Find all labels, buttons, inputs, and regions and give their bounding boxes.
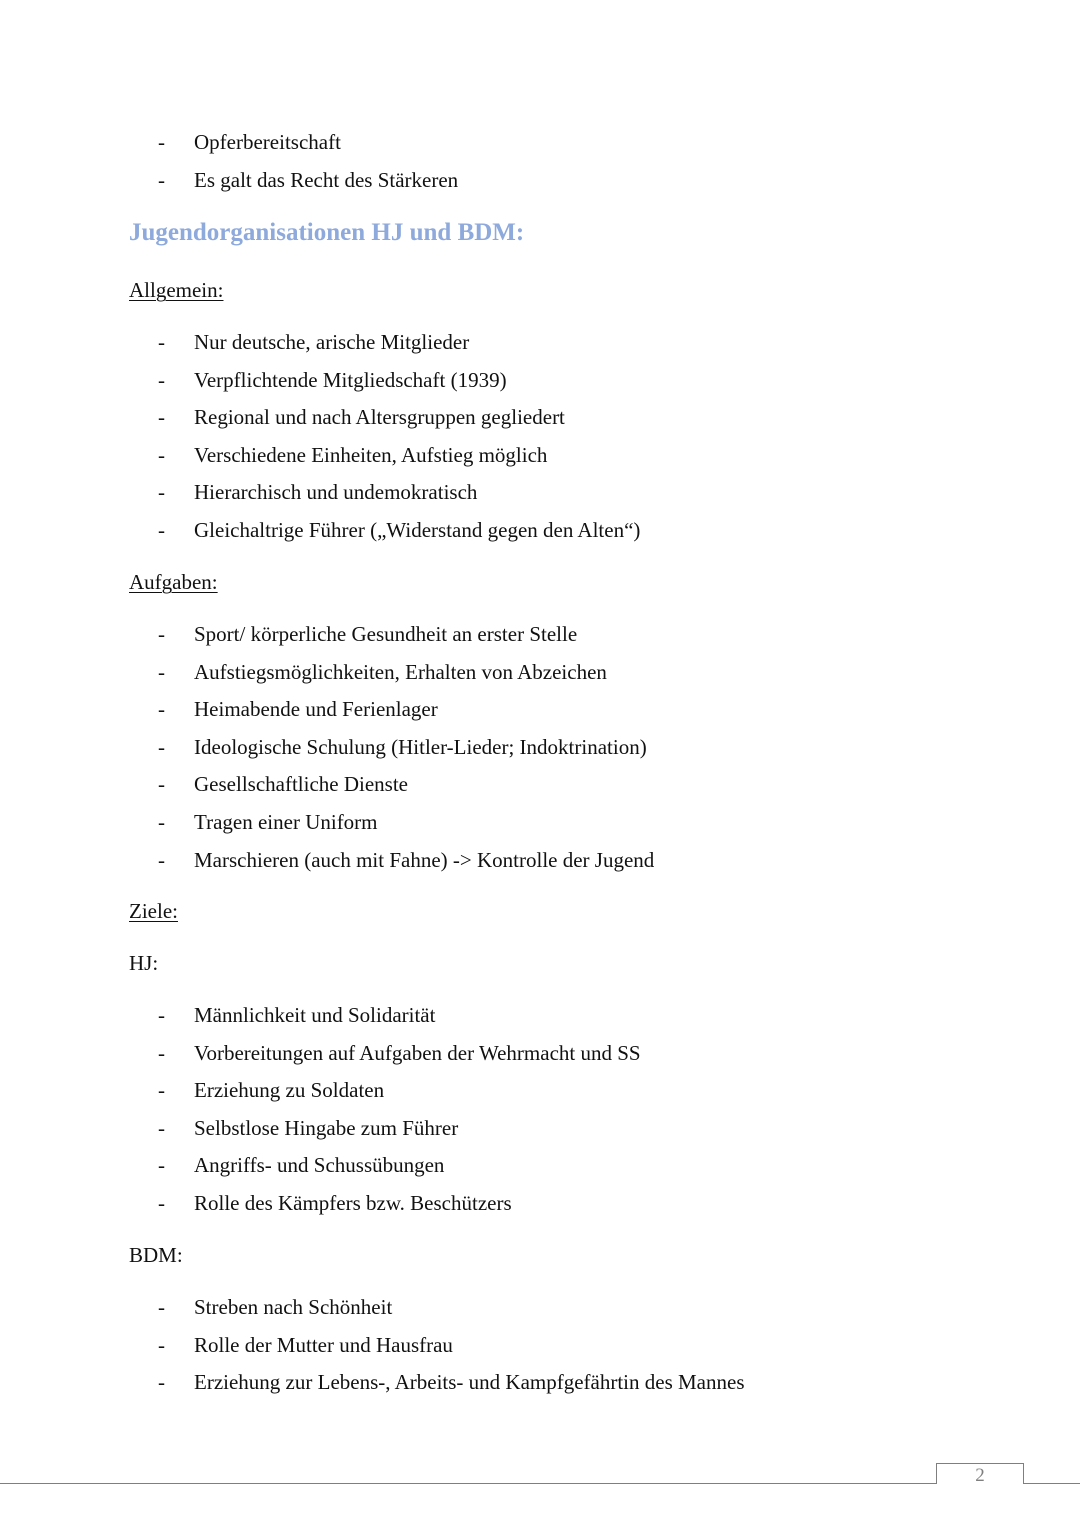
list-dash: - — [158, 772, 165, 797]
footer-divider — [0, 1483, 1080, 1484]
list-dash: - — [158, 167, 165, 192]
list-dash: - — [158, 659, 165, 684]
list-item-text: Verpflichtende Mitgliedschaft (1939) — [194, 367, 507, 392]
list-dash: - — [158, 847, 165, 872]
list-item-text: Streben nach Schönheit — [194, 1295, 393, 1319]
list-item-text: Aufstiegsmöglichkeiten, Erhalten von Abzeichen — [194, 659, 607, 684]
list-item-text: Tragen einer Uniform — [194, 809, 378, 834]
list-dash: - — [158, 480, 165, 505]
list-dash: - — [158, 442, 165, 467]
list-item-text: Opferbereitschaft — [194, 130, 341, 154]
list-dash: - — [158, 734, 165, 759]
list-item-text: Gesellschaftliche Dienste — [194, 772, 408, 797]
allgemein-title: Allgemein: — [129, 278, 224, 302]
list-dash: - — [158, 517, 165, 542]
list-dash: - — [158, 405, 165, 430]
list-item-text: Erziehung zur Lebens-, Arbeits- und Kampfgefährtin des Mannes — [194, 1370, 745, 1395]
list-dash: - — [158, 622, 165, 646]
list-dash: - — [158, 1190, 165, 1215]
aufgaben-title: Aufgaben: — [129, 570, 218, 594]
list-dash: - — [158, 697, 165, 722]
ziele-title: Ziele: — [129, 899, 178, 923]
list-item-text: Regional und nach Altersgruppen gegliedert — [194, 405, 565, 430]
list-item-text: Ideologische Schulung (Hitler-Lieder; Indoktrination) — [194, 734, 647, 759]
list-dash: - — [158, 1078, 165, 1103]
list-item-text: Angriffs- und Schussübungen — [194, 1153, 445, 1178]
list-dash: - — [158, 1332, 165, 1357]
list-dash: - — [158, 1370, 165, 1395]
list-dash: - — [158, 809, 165, 834]
page-number-box — [936, 1463, 1024, 1484]
list-item-text: Hierarchisch und undemokratisch — [194, 480, 478, 505]
list-dash: - — [158, 330, 165, 354]
list-dash: - — [158, 1295, 165, 1319]
list-dash: - — [158, 367, 165, 392]
list-dash: - — [158, 1003, 165, 1027]
list-dash: - — [158, 1040, 165, 1065]
bdm-label: BDM: — [129, 1243, 183, 1267]
section-heading: Jugendorganisationen HJ und BDM: — [129, 219, 525, 246]
list-item-text: Rolle des Kämpfers bzw. Beschützers — [194, 1190, 512, 1215]
hj-label: HJ: — [129, 951, 159, 975]
page-number: 2 — [975, 1465, 985, 1486]
list-item-text: Männlichkeit und Solidarität — [194, 1003, 436, 1027]
list-item-text: Vorbereitungen auf Aufgaben der Wehrmacht und SS — [194, 1040, 641, 1065]
list-dash: - — [158, 1153, 165, 1178]
list-item-text: Nur deutsche, arische Mitglieder — [194, 330, 470, 354]
list-item-text: Rolle der Mutter und Hausfrau — [194, 1332, 453, 1357]
list-item-text: Erziehung zu Soldaten — [194, 1078, 385, 1103]
list-dash: - — [158, 130, 165, 154]
list-item-text: Sport/ körperliche Gesundheit an erster Stelle — [194, 622, 578, 646]
list-item-text: Heimabende und Ferienlager — [194, 697, 438, 722]
list-item-text: Marschieren (auch mit Fahne) -> Kontrolle der Jugend — [194, 847, 655, 872]
list-item-text: Selbstlose Hingabe zum Führer — [194, 1115, 459, 1140]
list-item-text: Es galt das Recht des Stärkeren — [194, 167, 459, 192]
list-item-text: Gleichaltrige Führer („Widerstand gegen den Alten“) — [194, 517, 641, 542]
list-dash: - — [158, 1115, 165, 1140]
list-item-text: Verschiedene Einheiten, Aufstieg möglich — [194, 442, 548, 467]
